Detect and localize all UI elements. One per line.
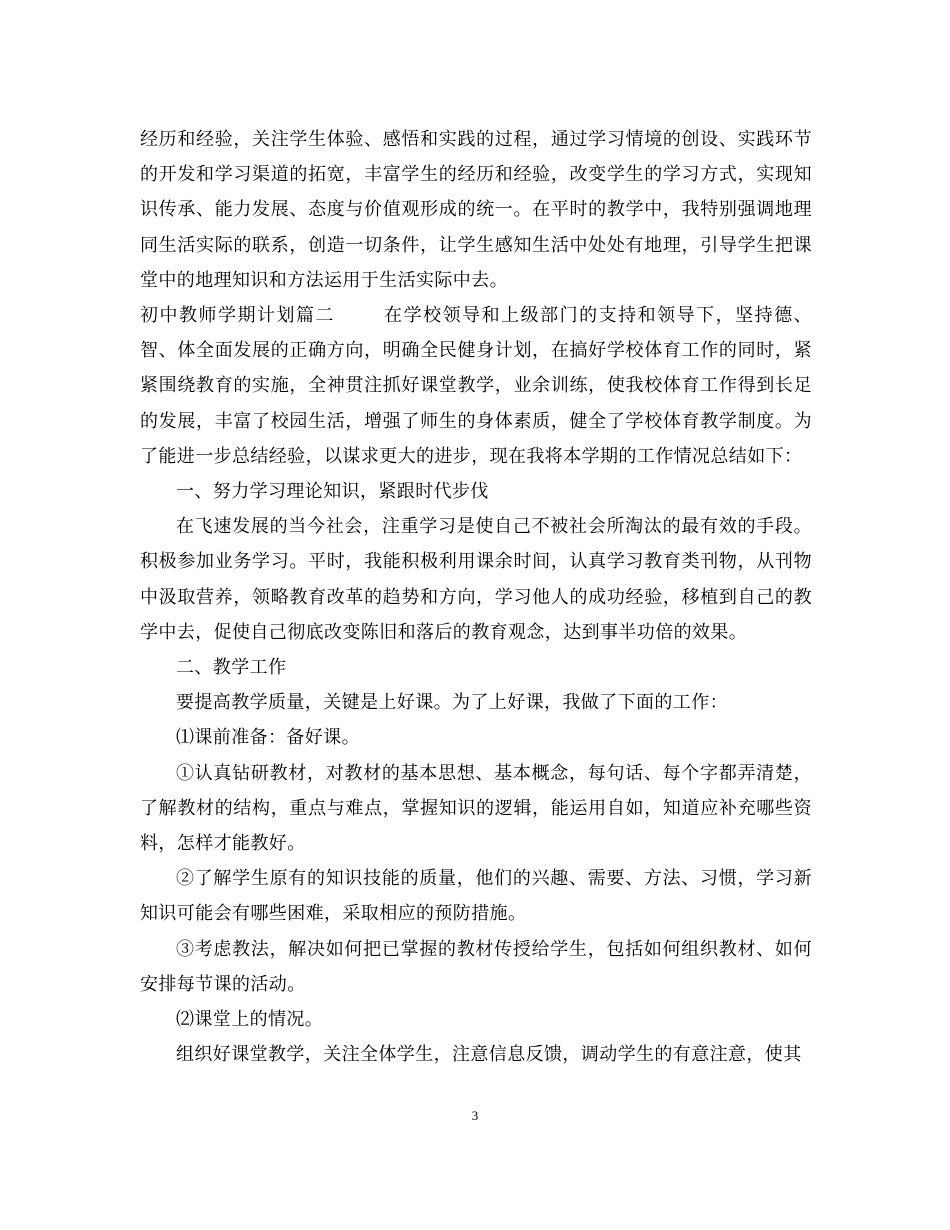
- paragraph-5: 二、教学工作: [176, 657, 287, 679]
- paragraph-4: 在飞速发展的当今社会，注重学习是使自己不被社会所淘汰的最有效的手段。积极参加业务学习。平时，我能积极利用课余时间，认真学习教育类刊物，从刊物中汲取营养，领略教育改革的趋势和方向，学习他人的成功经验，移植到自己的教学中去，促使自己彻底改变陈旧和落后的教育观念，达到事半功倍的效果。: [140, 516, 812, 643]
- paragraph-6: 要提高教学质量，关键是上好课。为了上好课，我做了下面的工作：: [176, 692, 728, 714]
- paragraph-7: ⑴课前准备：备好课。: [176, 727, 360, 749]
- paragraph-9: ②了解学生原有的知识技能的质量，他们的兴趣、需要、方法、习惯，学习新知识可能会有哪些困难，采取相应的预防措施。: [140, 868, 812, 925]
- paragraph-11: ⑵课堂上的情况。: [176, 1009, 324, 1031]
- paragraph-2: [140, 298, 812, 474]
- body-text: [140, 122, 812, 1072]
- paragraph-3: 一、努力学习理论知识，紧跟时代步伐: [176, 481, 489, 503]
- paragraph-8: ①认真钻研教材，对教材的基本思想、基本概念，每句话、每个字都弄清楚，了解教材的结构，重点与难点，掌握知识的逻辑，能运用自如，知道应补充哪些资料，怎样才能教好。: [140, 762, 812, 855]
- section-heading: 初中教师学期计划篇二: [140, 305, 335, 327]
- page-number: 3: [471, 1108, 479, 1123]
- paragraph-12: 组织好课堂教学，关注全体学生，注意信息反馈，调动学生的有意注意，使其: [176, 1044, 802, 1066]
- paragraph-2-text: 在学校领导和上级部门的支持和领导下，坚持德、智、体全面发展的正确方向，明确全民健身计划，在搞好学校体育工作的同时，紧紧围绕教育的实施，全神贯注抓好课堂教学，业余训练，使我校体育工作得到长足的发展，丰富了校园生活，增强了师生的身体素质，健全了学校体育教学制度。为了能进一步总结经验，以谋求更大的进步，现在我将本学期的工作情况总结如下：: [140, 305, 812, 467]
- paragraph-1: 经历和经验，关注学生体验、感悟和实践的过程，通过学习情境的创设、实践环节的开发和学习渠道的拓宽，丰富学生的经历和经验，改变学生的学习方式，实现知识传承、能力发展、态度与价值观形成的统一。在平时的教学中，我特别强调地理同生活实际的联系，创造一切条件，让学生感知生活中处处有地理，引导学生把课堂中的地理知识和方法运用于生活实际中去。: [140, 129, 812, 291]
- paragraph-10: ③考虑教法，解决如何把已掌握的教材传授给学生，包括如何组织教材、如何安排每节课的活动。: [140, 938, 812, 995]
